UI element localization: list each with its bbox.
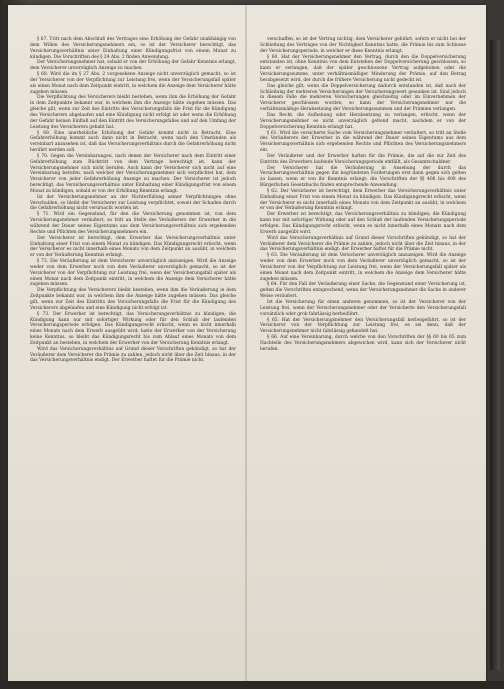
paragraph: § 71. Wird ein Gegenstand, für den die Versicherung genommen ist, von dem Versicherungsnehmer veräußert, so tritt an Stelle des Veräußerers der Erwerber in die während der Dauer seines Eigentums aus dem Versicherungsverhältnis sich ergebenden Rechte und Pflichten des Versicherungsnehmers ein. — [30, 212, 236, 235]
right-text-column — [260, 37, 466, 353]
paragraph: verschaffen, so ist der Vertrag nichtig; dem Versicherer gebührt, sofern er nicht bei der Schließung des Vertrages von der Nichtigkeit Kenntnis hatte, die Prämie bis zum Schlusse der Versicherungsperiode, in welcher er diese Kenntnis erlangt. — [260, 37, 466, 54]
paragraph: § 72. Die Veräußerung ist dem Versicherer unverzüglich anzuzeigen. Wird die Anzeige weder von dem Erwerber noch von dem Veräußerer unverzüglich gemacht, so ist der Versicherer von der Verpflichtung zur Leistung frei, wenn der Versicherungsfall später als einen Monat nach dem Zeitpunkt eintritt, in welchem die Anzeige dem Versicherer hätte zugehen müssen. — [30, 259, 236, 288]
paragraph: Ist der Versicherungsnehmer an der Nichterfüllung seiner Verpflichtungen ohne Verschulden, so bleibt der Versicherer zur Leistung verpflichtet, soweit der Schaden durch die Gefahrerhöhung nicht verursacht worden ist. — [30, 194, 236, 212]
paragraph: Das Recht, die Aufhebung oder Herabsetzung zu verlangen, erlischt, wenn der Versicherungsnehmer es nicht unverzüglich geltend macht, nachdem er von der Doppelversicherung Kenntnis erlangt hat. — [260, 112, 466, 130]
paragraph: Der Veräußerer und der Erwerber haften für die Prämie, die auf die zur Zeit des Eintritts des Erwerbers laufende Versicherungsperiode entfällt, als Gesamtschuldner. — [260, 153, 466, 165]
paragraph: § 66. Auf eine Vereinbarung, durch welche von den Vorschriften der §§ 60 bis 65 zum Nachteile des Versicherungsnehmers abgewichen wird, kann sich der Versicherer nicht berufen. — [260, 335, 466, 352]
paragraph: § 63. Die Veräußerung ist dem Versicherer unverzüglich anzuzeigen. Wird die Anzeige weder von dem Erwerber noch von dem Veräußerer unverzüglich gemacht, so ist der Versicherer von der Verpflichtung zur Leistung frei, wenn der Versicherungsfall später als einen Monat nach dem Zeitpunkt eintritt, in welchem die Anzeige dem Versicherer hätte zugehen müssen. — [260, 253, 466, 282]
paragraph: § 69. Eine unerhebliche Erhöhung der Gefahr kommt nicht in Betracht. Eine Gefahrerhöhung kommt auch dann nicht in Betracht, wenn nach den Umständen als vereinbart anzusehen ist, daß das Versicherungsverhältnis durch die Gefahrerhöhung nicht berührt werden soll. — [30, 130, 236, 154]
paragraph: Wird das Versicherungsverhältnis auf Grund dieser Vorschriften gekündigt, so hat der Veräußerer dem Versicherer die Prämie zu zahlen, jedoch nicht über die Zeit hinaus, in der das Versicherungsverhältnis endigt; der Erwerber haftet für die Prämie nicht. — [260, 235, 466, 253]
paragraph: § 67. Tritt nach dem Abschluß des Vertrages eine Erhöhung der Gefahr unabhängig von dem Willen des Versicherungsnehmers ein, so ist der Versicherer berechtigt, das Versicherungsverhältnis unter Einhaltung einer Kündigungsfrist von einem Monat zu kündigen. Die Vorschriften des § 24 Abs. 2 finden Anwendung. — [30, 37, 236, 60]
paragraph: Die Verpflichtung des Versicherers bleibt bestehen, wenn ihm die Veräußerung in dem Zeitpunkte bekannt war, in welchem ihm die Anzeige hätte zugehen müssen. Das gleiche gilt, wenn zur Zeit des Eintritts des Versicherungsfalls die Frist für die Kündigung des Versicherers abgelaufen und eine Kündigung nicht erfolgt ist. — [30, 288, 236, 311]
paragraph: Der Versicherungsnehmer hat, sobald er von der Erhöhung der Gefahr Kenntnis erlangt, dem Versicherer unverzüglich Anzeige zu machen. — [30, 60, 236, 72]
document-sheet — [8, 5, 486, 685]
paragraph: Wird das Versicherungsverhältnis auf Grund dieser Vorschriften gekündigt, so hat der Veräußerer dem Versicherer die Prämie zu zahlen, jedoch nicht über die Zeit hinaus, in der das Versicherungsverhältnis endigt. Der Erwerber haftet für die Prämie nicht. — [30, 346, 236, 364]
paragraph: Der Versicherer hat die Veräußerung in Ansehung der durch das Versicherungsverhältnis gegen ihn begründeten Forderungen erst dann gegen sich gelten zu lassen, wenn er von ihr Kenntnis erlangt; die Vorschriften der §§ 406 bis 408 des Bürgerlichen Gesetzbuchs finden entsprechende Anwendung. — [260, 165, 466, 189]
paragraph: § 61. Wird die versicherte Sache vom Versicherungsnehmer veräußert, so tritt an Stelle des Veräußerers der Erwerber in die während der Dauer seines Eigentums aus dem Versicherungsverhältnis sich ergebenden Rechte und Pflichten des Versicherungsnehmers ein. — [260, 130, 466, 154]
paragraph: § 73. Der Erwerber ist berechtigt, das Versicherungsverhältnis zu kündigen; die Kündigung kann nur mit sofortiger Wirkung oder für den Schluß der laufenden Versicherungsperiode erfolgen. Das Kündigungsrecht erlischt, wenn es nicht innerhalb eines Monats nach dem Erwerb ausgeübt wird; hatte der Erwerber von der Versicherung keine Kenntnis, so bleibt das Kündigungsrecht bis zum Ablauf eines Monats von dem Zeitpunkt an bestehen, in welchem der Erwerber von der Versicherung Kenntnis erlangt. — [30, 311, 236, 346]
paragraph: § 62. Der Versicherer ist berechtigt, dem Erwerber das Versicherungsverhältnis unter Einhaltung einer Frist von einem Monat zu kündigen. Das Kündigungsrecht erlischt, wenn der Versicherer es nicht innerhalb eines Monats von dem Zeitpunkt an ausübt, in welchem er von der Veräußerung Kenntnis erlangt. — [260, 188, 466, 212]
paragraph: Das gleiche gilt, wenn die Doppelversicherung dadurch entstanden ist, daß nach der Schließung der mehreren Versicherungen der Versicherungswert gesunken ist. Sind jedoch in diesem Falle die mehreren Versicherungen gleichzeitig oder im Einvernehmen der Versicherer geschlossen worden, so kann der Versicherungsnehmer nur die verhältnismäßige Herabsetzung der Versicherungssummen und der Prämien verlangen. — [260, 83, 466, 113]
paragraph: Die Verpflichtung des Versicherers bleibt bestehen, wenn ihm die Erhöhung der Gefahr in dem Zeitpunkte bekannt war, in welchem ihm die Anzeige hätte zugehen müssen. Das gleiche gilt, wenn zur Zeit des Eintritts des Versicherungsfalls die Frist für die Kündigung des Versicherers abgelaufen und eine Kündigung nicht erfolgt ist oder wenn die Erhöhung der Gefahr keinen Einfluß auf den Eintritt des Versicherungsfalles und auf den Umfang der Leistung des Versicherers gehabt hat. — [30, 95, 236, 130]
paragraph: § 64. Für den Fall der Veräußerung einer Sache, die Gegenstand einer Versicherung ist, gelten die Vorschriften entsprechend, wenn der Versicherungsnehmer die Sache in anderer Weise veräußert. — [260, 282, 466, 300]
paragraph: § 70. Gegen die Vereinbarungen, nach denen der Versicherer nach dem Eintritt einer Gefahrerhöhung zum Rücktritt von dem Vertrage berechtigt ist, kann der Versicherungsnehmer sich nicht berufen. Auch kann der Versicherer sich nicht auf eine Vereinbarung berufen, nach welcher der Versicherungsnehmer sich verpflichtet hat, dem Versicherer von jeder Gefahrerhöhung Anzeige zu machen. Der Versicherer ist jedoch berechtigt, das Versicherungsverhältnis unter Einhaltung einer Kündigungsfrist von einem Monat zu kündigen, sobald er von der Erhöhung Kenntnis erlangt. — [30, 153, 236, 194]
scanner-edge-shadow — [490, 40, 500, 670]
left-text-column — [30, 37, 236, 364]
paragraph: § 60. Hat der Versicherungsnehmer den Vertrag, durch den die Doppelversicherung entstanden ist, ohne Kenntnis von dem Entstehen der Doppelversicherung geschlossen, so kann er verlangen, daß der später geschlossene Vertrag aufgehoben oder die Versicherungssumme, unter verhältnismäßiger Minderung der Prämie, auf den Betrag herabgesetzt wird, der durch die frühere Versicherung nicht gedeckt ist. — [260, 54, 466, 83]
paragraph: Der Erwerber ist berechtigt, das Versicherungsverhältnis zu kündigen; die Kündigung kann nur mit sofortiger Wirkung oder auf den Schluß der laufenden Versicherungsperiode erfolgen. Das Kündigungsrecht erlischt, wenn es nicht innerhalb eines Monats nach dem Erwerb ausgeübt wird. — [260, 212, 466, 235]
page-fold-line — [245, 5, 247, 685]
paragraph: Ist die Versicherung für einen anderen genommen, so ist der Versicherer von der Leistung frei, wenn der Versicherungsnehmer oder der Versicherte den Versicherungsfall vorsätzlich oder grob fahrlässig herbeiführt. — [260, 299, 466, 317]
paragraph: Der Versicherer ist berechtigt, dem Erwerber das Versicherungsverhältnis unter Einhaltung einer Frist von einem Monat zu kündigen. Das Kündigungsrecht erlischt, wenn der Versicherer es nicht innerhalb eines Monats von dem Zeitpunkt an ausübt, in welchem er von der Veräußerung Kenntnis erlangt. — [30, 235, 236, 259]
scanner-bottom-edge — [0, 681, 504, 689]
paragraph: § 68. Wird die im § 27 Abs. 2 vorgesehene Anzeige nicht unverzüglich gemacht, so ist der Versicherer von der Verpflichtung zur Leistung frei, wenn der Versicherungsfall später als einen Monat nach dem Zeitpunkt eintritt, in welchem die Anzeige dem Versicherer hätte zugehen müssen. — [30, 72, 236, 95]
paragraph: § 65. Hat der Versicherungsnehmer den Versicherungsfall herbeigeführt, so ist der Versicherer von der Verpflichtung zur Leistung frei, es sei denn, daß der Versicherungsnehmer nicht fahrlässig gehandelt hat. — [260, 317, 466, 335]
